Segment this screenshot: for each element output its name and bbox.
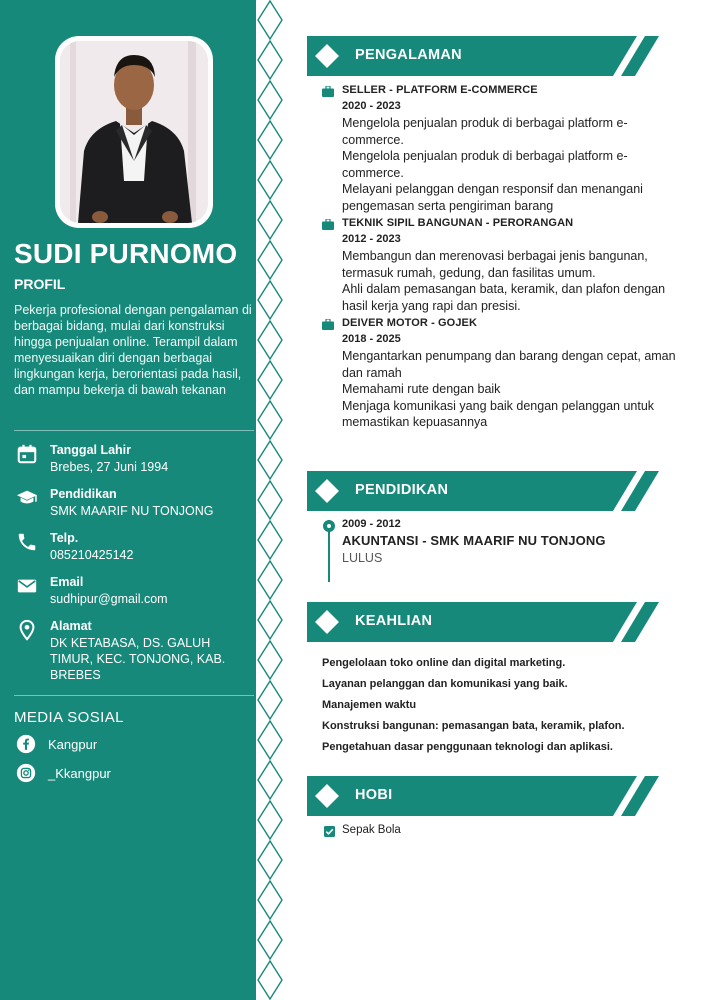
job-title: SELLER - PLATFORM E-COMMERCE — [342, 84, 538, 96]
phone-icon — [16, 531, 38, 553]
social-facebook[interactable] — [14, 734, 252, 756]
graduation-cap-icon — [16, 487, 38, 509]
skill-item: Pengelolaan toko online dan digital marketing. — [322, 657, 566, 669]
social-instagram[interactable] — [14, 763, 252, 785]
job-title: TEKNIK SIPIL BANGUNAN - PERORANGAN — [342, 217, 574, 229]
profile-photo — [60, 41, 208, 223]
briefcase-icon — [322, 219, 334, 230]
job-line: Memahami rute dengan baik — [342, 382, 501, 396]
hobby-section-header — [307, 776, 671, 816]
location-pin-icon — [16, 619, 38, 641]
info-label: Pendidikan — [50, 487, 117, 501]
job-line: Ahli dalam pemasangan bata, keramik, dan plafon dengan hasil kerja yang rapi dan presisi. — [342, 282, 666, 313]
briefcase-icon — [322, 86, 334, 97]
job-line: Mengelola penjualan produk di berbagai platform e-commerce. — [342, 149, 628, 180]
profile-summary: Pekerja profesional dengan pengalaman di berbagai bidang, mulai dari konstruksi hingga penjualan online. Terampil dalam menyesuaikan diri dengan berbagai lingkungan kerja, berorientasi pada hasil, dan mampu bekerja di bawah tekanan — [14, 303, 252, 397]
skill-item: Pengetahuan dasar penggunaan teknologi dan aplikasi. — [322, 741, 613, 753]
checkbox-icon — [324, 826, 335, 837]
experience-section-header — [307, 36, 671, 76]
info-value: DK KETABASA, DS. GALUH TIMUR, KEC. TONJONG, KAB. BREBES — [50, 636, 226, 682]
job-period: 2018 - 2025 — [342, 333, 401, 345]
job-description — [342, 115, 677, 214]
job-line: Mengelola penjualan produk di berbagai platform e-commerce. — [342, 116, 628, 147]
hobby-label: Sepak Bola — [342, 824, 401, 836]
diamond-pattern-strip — [256, 0, 284, 1000]
briefcase-icon — [322, 319, 334, 330]
info-label: Tanggal Lahir — [50, 443, 132, 457]
social-media-title: MEDIA SOSIAL — [14, 709, 124, 726]
section-title: HOBI — [355, 787, 393, 803]
education-status: LULUS — [342, 551, 383, 565]
education-period: 2009 - 2012 — [342, 518, 401, 530]
profile-section-title: PROFIL — [14, 276, 66, 292]
info-value: Brebes, 27 Juni 1994 — [50, 460, 169, 474]
skill-item: Layanan pelanggan dan komunikasi yang baik. — [322, 678, 568, 690]
info-value: sudhipur@gmail.com — [50, 592, 168, 606]
education-title: AKUNTANSI - SMK MAARIF NU TONJONG — [342, 533, 606, 548]
job-period: 2012 - 2023 — [342, 233, 401, 245]
info-value: 085210425142 — [50, 548, 134, 562]
profile-photo-frame — [55, 36, 213, 228]
sidebar — [0, 0, 256, 1000]
timeline-dot — [323, 520, 335, 532]
section-title: PENGALAMAN — [355, 47, 462, 63]
social-handle: _Kkangpur — [48, 766, 111, 781]
section-title: PENDIDIKAN — [355, 482, 449, 498]
job-line: Menjaga komunikasi yang baik dengan pelanggan untuk memastikan kepuasannya — [342, 398, 655, 429]
job-line: Melayani pelanggan dengan responsif dan menangani pengemasan serta pengiriman barang — [342, 182, 643, 213]
skills-section-header — [307, 602, 671, 642]
social-handle: Kangpur — [48, 737, 98, 752]
email-icon — [16, 575, 38, 597]
job-description — [342, 348, 677, 431]
job-line: Membangun dan merenovasi berbagai jenis bangunan, termasuk rumah, gedung, dan fasilitas umum. — [342, 249, 648, 280]
info-label: Telp. — [50, 531, 79, 545]
instagram-icon — [16, 763, 36, 783]
sidebar-divider — [14, 695, 254, 696]
skill-item: Manajemen waktu — [322, 699, 417, 711]
info-label: Email — [50, 575, 84, 589]
job-line: Mengantarkan penumpang dan barang dengan cepat, aman dan ramah — [342, 349, 676, 380]
skill-item: Konstruksi bangunan: pemasangan bata, keramik, plafon. — [322, 720, 625, 732]
facebook-icon — [16, 734, 36, 754]
job-period: 2020 - 2023 — [342, 100, 401, 112]
calendar-icon — [16, 443, 38, 465]
info-label: Alamat — [50, 619, 92, 633]
job-description — [342, 248, 677, 314]
education-section-header — [307, 471, 671, 511]
info-value: SMK MAARIF NU TONJONG — [50, 504, 214, 518]
job-title: DEIVER MOTOR - GOJEK — [342, 317, 478, 329]
sidebar-divider — [14, 430, 254, 431]
section-title: KEAHLIAN — [355, 613, 433, 629]
full-name: SUDI PURNOMO — [14, 238, 238, 269]
